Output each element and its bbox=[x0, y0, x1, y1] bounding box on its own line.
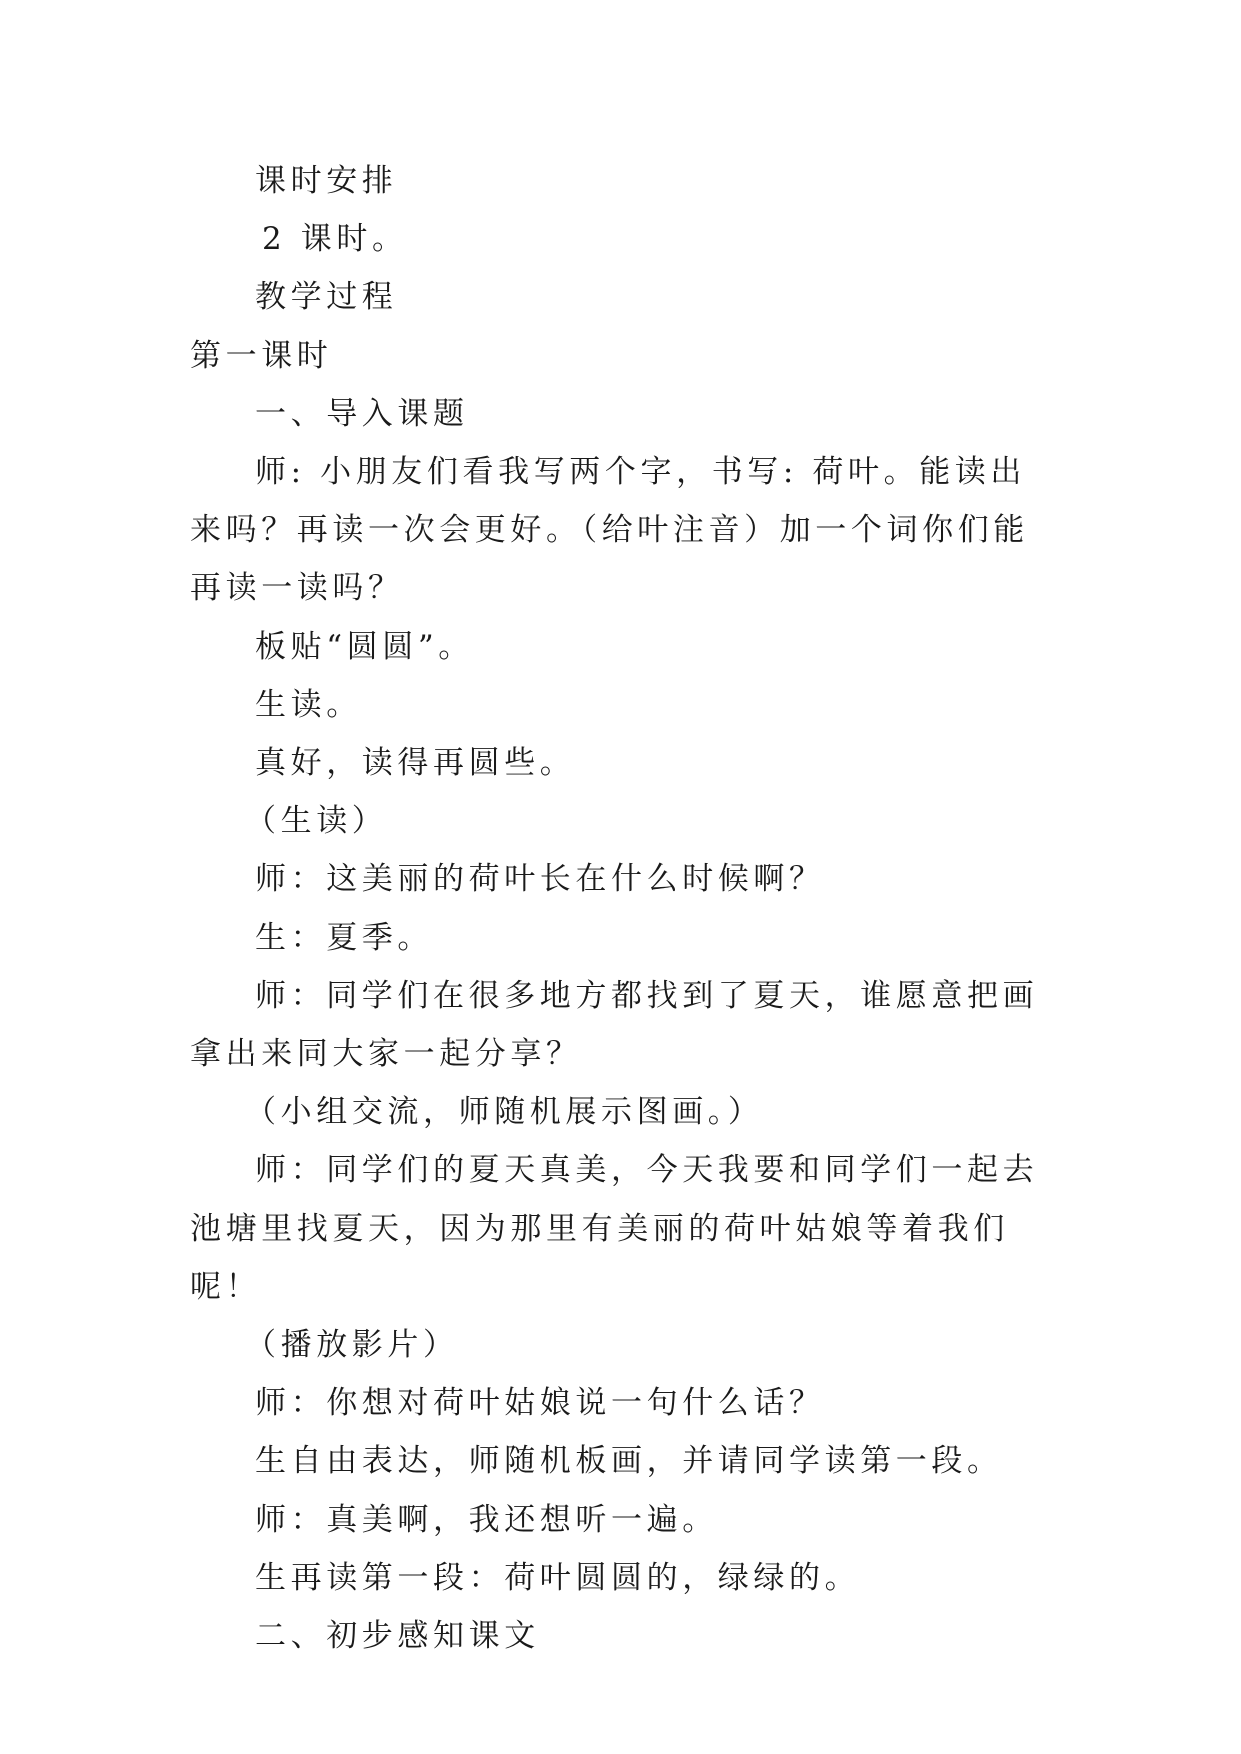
paragraph-schedule-heading: 课时安排 bbox=[255, 163, 398, 199]
paragraph-section-two-heading: 二、初步感知课文 bbox=[255, 1618, 540, 1655]
document-body bbox=[190, 152, 1060, 1665]
paragraph: 师：同学们在很多地方都找到了夏天，谁愿意把画拿出来同大家一起分享？ bbox=[190, 977, 1039, 1073]
paragraph: 师：这美丽的荷叶长在什么时候啊？ bbox=[255, 861, 825, 898]
paragraph: 生自由表达，师随机板画，并请同学读第一段。 bbox=[255, 1443, 1003, 1480]
paragraph: 生读。 bbox=[255, 686, 362, 723]
paragraph: 真好，读得再圆些。 bbox=[255, 745, 576, 782]
paragraph: （小组交流，师随机展示图画。） bbox=[245, 1094, 764, 1131]
paragraph-schedule-value: 2 课时。 bbox=[262, 221, 408, 258]
paragraph: 生再读第一段：荷叶圆圆的，绿绿的。 bbox=[255, 1559, 861, 1596]
paragraph: 师：真美啊，我还想听一遍。 bbox=[255, 1501, 718, 1538]
paragraph: （播放影片） bbox=[245, 1327, 459, 1364]
paragraph-section-one-heading: 一、导入课题 bbox=[255, 395, 469, 432]
paragraph: （生读） bbox=[245, 803, 388, 840]
paragraph: 板贴“圆圆”。 bbox=[255, 628, 474, 665]
paragraph: 师: 小朋友们看我写两个字，书写: 荷叶。能读出来吗？再读一次会更好。（给叶注音）加一个词你们能再读一读吗？ bbox=[190, 454, 1029, 607]
paragraph: 师：你想对荷叶姑娘说一句什么话？ bbox=[255, 1385, 825, 1422]
paragraph: 生：夏季。 bbox=[255, 919, 433, 956]
paragraph-first-lesson-heading: 第一课时 bbox=[190, 337, 333, 374]
paragraph: 师：同学们的夏天真美，今天我要和同学们一起去池塘里找夏天，因为那里有美丽的荷叶姑娘等着我们呢！ bbox=[190, 1152, 1039, 1305]
paragraph-process-heading: 教学过程 bbox=[255, 279, 398, 316]
